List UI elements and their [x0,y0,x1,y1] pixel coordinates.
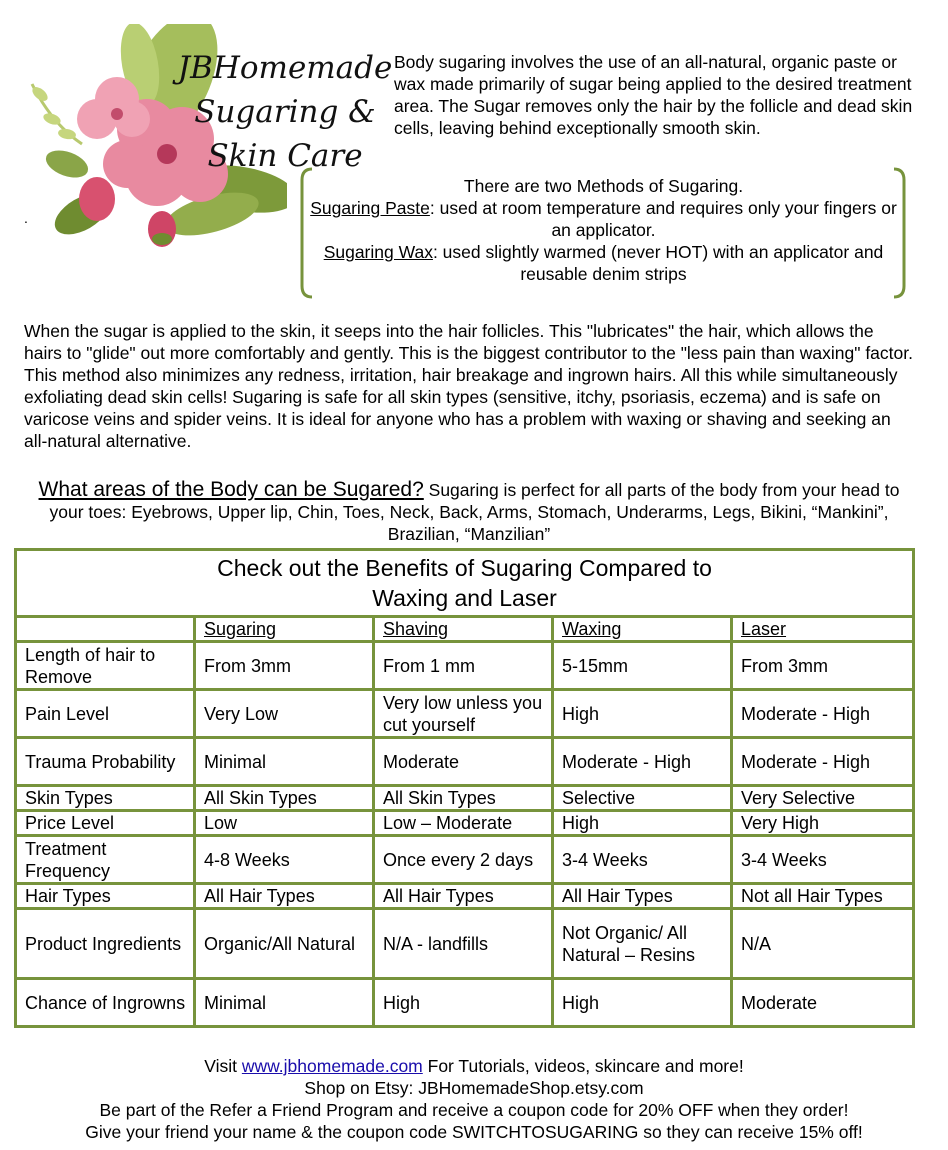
table-cell: 5-15mm [553,642,732,690]
table-cell: Not Organic/ All Natural – Resins [553,909,732,979]
row-label: Skin Types [16,786,195,811]
etsy-line: Shop on Etsy: JBHomemadeShop.etsy.com [304,1078,644,1098]
table-cell: Low – Moderate [374,811,553,836]
row-label: Trauma Probability [16,738,195,786]
table-row [16,642,914,690]
footer-visit-line [10,1055,938,1077]
table-row [16,690,914,738]
table-cell: Moderate - High [732,690,914,738]
table-row [16,884,914,909]
method-wax [306,241,901,285]
table-cell: High [374,979,553,1027]
stray-dot: . [24,210,28,226]
header-waxing: Waxing [553,617,732,642]
table-cell: N/A [732,909,914,979]
wax-text: : used slightly warmed (never HOT) with an applicator and reusable denim strips [432,242,884,284]
table-cell: Very Low [195,690,374,738]
table-cell: All Hair Types [195,884,374,909]
table-cell: All Skin Types [374,786,553,811]
visit-prefix: Visit [204,1056,242,1076]
table-row [16,811,914,836]
header-sugaring: Sugaring [195,617,374,642]
wax-label: Sugaring Wax [323,242,433,262]
benefits-table [14,548,915,1028]
logo-line-3: Skin Care [207,138,363,174]
table-row [16,786,914,811]
table-cell: Moderate - High [553,738,732,786]
table-title-line-1: Check out the Benefits of Sugaring Compared to [217,555,712,581]
table-cell: From 1 mm [374,642,553,690]
table-cell: Organic/All Natural [195,909,374,979]
table-row [16,836,914,884]
table-row [16,738,914,786]
table-cell: Very low unless you cut yourself [374,690,553,738]
row-label: Length of hair to Remove [16,642,195,690]
footer [10,1055,938,1143]
refer-line: Be part of the Refer a Friend Program and receive a coupon code for 20% OFF when they order! [99,1100,849,1120]
table-cell: Selective [553,786,732,811]
row-label: Chance of Ingrowns [16,979,195,1027]
table-title [16,550,914,617]
table-cell: 3-4 Weeks [732,836,914,884]
website-link[interactable]: www.jbhomemade.com [241,1056,423,1076]
body-areas-section [24,479,914,545]
table-cell: 3-4 Weeks [553,836,732,884]
table-cell: Minimal [195,979,374,1027]
table-cell: Not all Hair Types [732,884,914,909]
table-cell: Moderate - High [732,738,914,786]
table-title-line-2: Waxing and Laser [372,585,557,611]
header-laser: Laser [732,617,914,642]
methods-heading: There are two Methods of Sugaring. [463,176,744,196]
coupon-line: Give your friend your name & the coupon code SWITCHTOSUGARING so they can receive 15% off! [85,1122,863,1142]
table-cell: High [553,690,732,738]
table-cell: 4-8 Weeks [195,836,374,884]
table-cell: From 3mm [732,642,914,690]
row-label: Treatment Frequency [16,836,195,884]
row-label: Pain Level [16,690,195,738]
sugaring-explanation: When the sugar is applied to the skin, it seeps into the hair follicles. This "lubricates" the hair, which allows the hairs to "glide" out more comfortably and gently. This is the biggest contributor to the "less pain than waxing" factor. This method also minimizes any redness, irritation, hair breakage and ingrown hairs. All this while simultaneously exfoliating dead skin cells! Sugaring is safe for all skin types (sensitive, itchy, psoriasis, eczema) and is safe on varicose veins and spider veins. It is ideal for anyone who has a problem with waxing or shaving and seeking an all-natural alternative. [24,321,913,451]
table-cell: Once every 2 days [374,836,553,884]
table-cell: Moderate [374,738,553,786]
logo-line-2: Sugaring & [194,94,376,130]
table-row [16,979,914,1027]
paste-label: Sugaring Paste [310,198,430,218]
table-cell: All Hair Types [374,884,553,909]
areas-question: What areas of the Body can be Sugared? [38,478,424,501]
table-row [16,909,914,979]
table-cell: High [553,811,732,836]
header-shaving: Shaving [374,617,553,642]
table-cell: From 3mm [195,642,374,690]
table-cell: Minimal [195,738,374,786]
row-label: Hair Types [16,884,195,909]
method-paste [306,197,901,241]
table-cell: Very Selective [732,786,914,811]
paste-text: : used at room temperature and requires only your fingers or an applicator. [429,198,897,240]
table-cell: High [553,979,732,1027]
intro-paragraph: Body sugaring involves the use of an all-natural, organic paste or wax made primarily of sugar being applied to the desired treatment area. The Sugar removes only the hair by the follicle and dead skin cells, leaving behind exceptionally smooth skin. [394,52,913,138]
row-label: Price Level [16,811,195,836]
table-cell: All Skin Types [195,786,374,811]
logo-line-1: JBHomemade [177,50,393,86]
table-header-row [16,617,914,642]
brand-logo-text [160,46,410,178]
table-cell: All Hair Types [553,884,732,909]
table-cell: N/A - landfills [374,909,553,979]
methods-box [298,166,908,300]
table-cell: Moderate [732,979,914,1027]
visit-suffix: For Tutorials, videos, skincare and more! [422,1056,744,1076]
areas-answer: Sugaring is perfect for all parts of the body from your head to your toes: Eyebrows, Upper lip, Chin, Toes, Neck, Back, Arms, Stomach, Underarms, Legs, Bikini, “Mankini”, Brazilian, “Manzilian” [49,480,900,544]
table-cell: Very High [732,811,914,836]
table-cell: Low [195,811,374,836]
header-cell-empty [16,617,195,642]
row-label: Product Ingredients [16,909,195,979]
